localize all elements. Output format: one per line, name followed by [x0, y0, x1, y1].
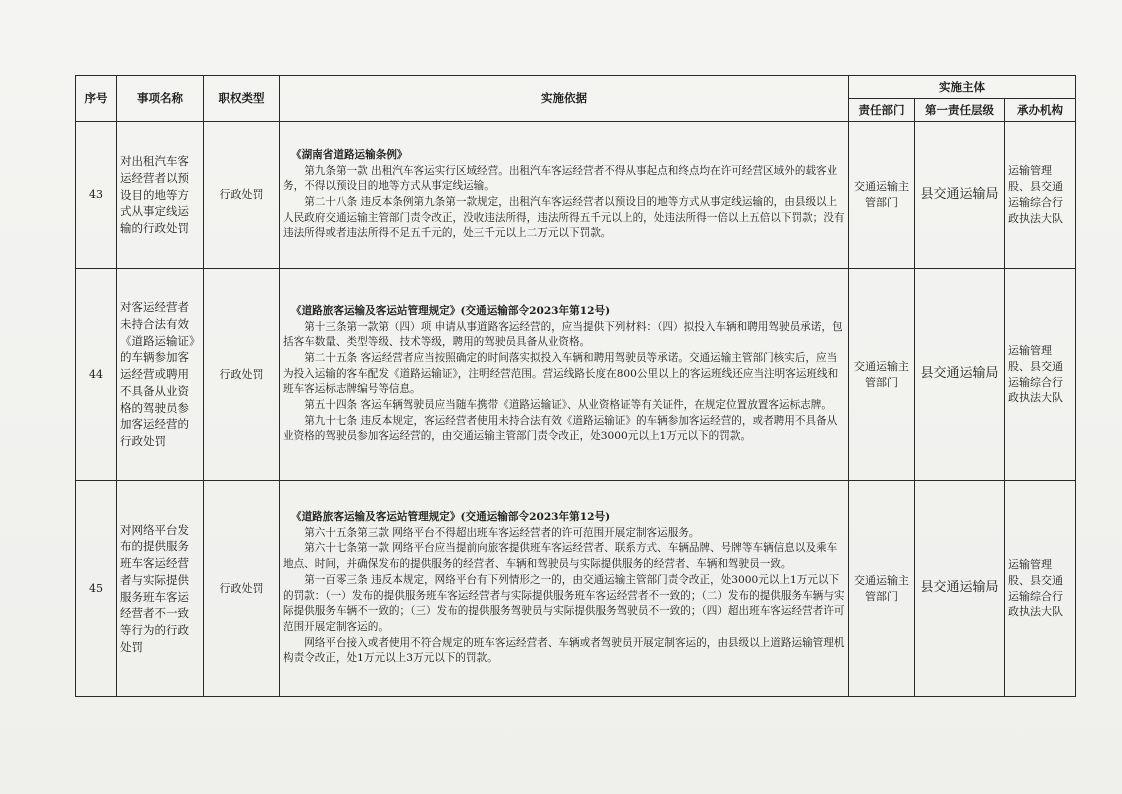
first-level: 县交通运输局	[915, 481, 1005, 697]
first-level: 县交通运输局	[915, 269, 1005, 481]
handling-org: 运输管理股、县交通运输综合行政执法大队	[1005, 122, 1076, 269]
row-number: 45	[76, 481, 117, 697]
item-name: 对出租汽车客运经营者以预设目的地等方式从事定线运输的行政处罚	[117, 122, 204, 269]
enforcement-table	[75, 75, 1076, 697]
item-name: 对网络平台发布的提供服务班车客运经营者与实际提供服务班车客运经营者不一致等行为的行政处罚	[117, 481, 204, 697]
header-no: 序号	[76, 76, 117, 122]
regulation-title: 《湖南省道路运输条例》	[291, 148, 408, 161]
responsible-dept: 交通运输主管部门	[849, 481, 915, 697]
row-number: 43	[76, 122, 117, 269]
legal-basis	[280, 269, 849, 481]
table-row	[76, 481, 1076, 697]
clause: 第六十七条第一款 网络平台应当提前向旅客提供班车客运经营者、联系方式、车辆品牌、号牌等车辆信息以及乘车地点、时间，并确保发布的提供服务的经营者、车辆和驾驶员与实际提供服务的经营者、车辆和驾驶员一致。	[283, 542, 838, 571]
header-subject: 实施主体	[849, 76, 1076, 99]
header-type: 职权类型	[204, 76, 280, 122]
regulation-title: 《道路旅客运输及客运站管理规定》(交通运输部令2023年第12号)	[291, 511, 611, 524]
clause: 第二十五条 客运经营者应当按照确定的时间落实拟投入车辆和聘用驾驶员等承诺。交通运输主管部门核实后，应当为投入运输的客车配发《道路运输证》，注明经营范围。营运线路长度在800公里以上的客运班线还应当注明客运班线和班车客运标志牌编号等信息。	[283, 351, 839, 396]
row-number: 44	[76, 269, 117, 481]
clause: 第十三条第一款第（四）项 申请从事道路客运经营的，应当提供下列材料：（四）拟投入车辆和聘用驾驶员承诺，包括客车数量、类型等级、技术等级，聘用的驾驶员具备从业资格。	[283, 320, 843, 349]
legal-basis	[280, 481, 849, 697]
clause: 第九条第一款 出租汽车客运实行区域经营。出租汽车客运经营者不得从事起点和终点均在许可经营区域外的载客业务，不得以预设目的地等方式从事定线运输。	[283, 164, 838, 193]
header-name: 事项名称	[117, 76, 204, 122]
header-org: 承办机构	[1005, 99, 1076, 122]
clause: 第一百零三条 违反本规定，网络平台有下列情形之一的，由交通运输主管部门责令改正，处3000元以上1万元以下的罚款：（一）发布的提供服务班车客运经营者与实际提供服务班车客运经营者不一致的；（二）发布的提供服务车辆与实际提供服务车辆不一致的；（三）发布的提供服务驾驶员与实际提供服务驾驶员不一致的；（四）超出班车客运经营者许可范围开展定制客运的。	[283, 573, 845, 633]
item-name: 对客运经营者未持合法有效《道路运输证》的车辆参加客运经营或聘用不具备从业资格的驾驶员参加客运经营的行政处罚	[117, 269, 204, 481]
responsible-dept: 交通运输主管部门	[849, 122, 915, 269]
clause: 第六十五条第三款 网络平台不得超出班车客运经营者的许可范围开展定制客运服务。	[304, 526, 700, 539]
responsible-dept: 交通运输主管部门	[849, 269, 915, 481]
handling-org: 运输管理股、县交通运输综合行政执法大队	[1005, 481, 1076, 697]
header-basis: 实施依据	[280, 76, 849, 122]
table-row	[76, 122, 1076, 269]
authority-type: 行政处罚	[204, 122, 280, 269]
clause: 第九十七条 违反本规定，客运经营者使用未持合法有效《道路运输证》的车辆参加客运经营的，或者聘用不具备从业资格的驾驶员参加客运经营的，由交通运输主管部门责令改正，处3000元以上1万元以下的罚款。	[283, 414, 838, 443]
header-dept: 责任部门	[849, 99, 915, 122]
table-row	[76, 269, 1076, 481]
handling-org: 运输管理股、县交通运输综合行政执法大队	[1005, 269, 1076, 481]
legal-basis	[280, 122, 849, 269]
header-level: 第一责任层级	[915, 99, 1005, 122]
clause: 第五十四条 客运车辆驾驶员应当随车携带《道路运输证》、从业资格证等有关证件，在规定位置放置客运标志牌。	[304, 399, 832, 411]
authority-type: 行政处罚	[204, 269, 280, 481]
regulation-title: 《道路旅客运输及客运站管理规定》(交通运输部令2023年第12号)	[291, 304, 611, 317]
clause: 第二十八条 违反本条例第九条第一款规定，出租汽车客运经营者以预设目的地等方式从事定线运输的，由县级以上人民政府交通运输主管部门责令改正，没收违法所得，违法所得五千元以上的，处违法所得一倍以上五倍以下罚款；没有违法所得或者违法所得不足五千元的，处三千元以上二万元以下罚款。	[283, 196, 845, 240]
authority-type: 行政处罚	[204, 481, 280, 697]
clause: 网络平台接入或者使用不符合规定的班车客运经营者、车辆或者驾驶员开展定制客运的，由县级以上道路运输管理机构责令改正，处1万元以上3万元以下的罚款。	[283, 636, 845, 665]
first-level: 县交通运输局	[915, 122, 1005, 269]
